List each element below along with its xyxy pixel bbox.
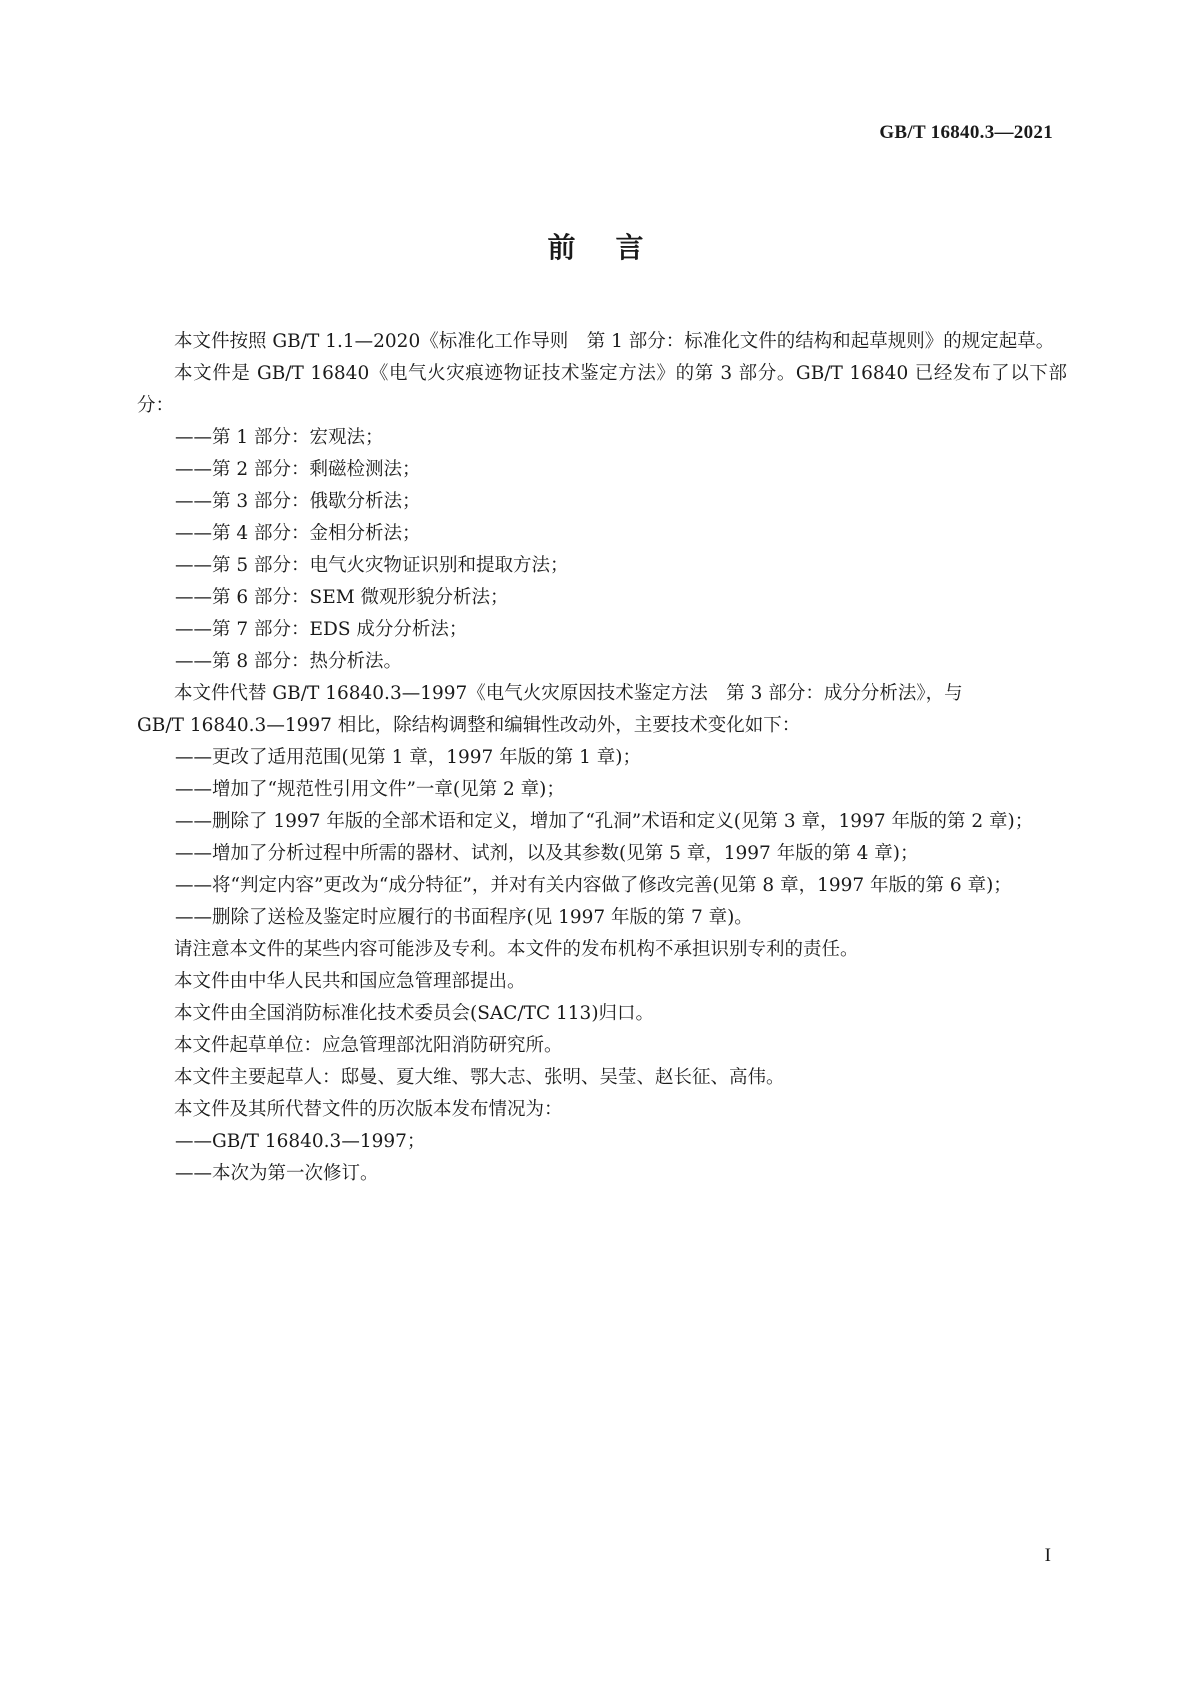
drafting-unit-paragraph: 本文件起草单位：应急管理部沈阳消防研究所。	[174, 1035, 563, 1056]
history-item: ——本次为第一次修订。	[175, 1163, 379, 1184]
replacement-paragraph-line1: 本文件代替 GB/T 16840.3—1997《电气火灾原因技术鉴定方法 第 3 部分：成分分析法》，与	[174, 683, 963, 704]
scope-paragraph: 本文件按照 GB/T 1.1—2020《标准化工作导则 第 1 部分：标准化文件的结构和起草规则》的规定起草。	[174, 331, 1055, 352]
foreword-body	[137, 326, 1067, 1190]
drafters-paragraph: 本文件主要起草人：邸曼、夏大维、鄂大志、张明、吴莹、赵长征、高伟。	[174, 1067, 785, 1088]
proposer-paragraph: 本文件由中华人民共和国应急管理部提出。	[174, 971, 526, 992]
list-item: ——第 8 部分：热分析法。	[175, 651, 403, 672]
list-item: ——第 6 部分：SEM 微观形貌分析法；	[175, 587, 509, 608]
change-item: ——将“判定内容”更改为“成分特征”，并对有关内容做了修改完善(见第 8 章，1997 年版的第 6 章)；	[175, 875, 1012, 896]
change-item: ——删除了送检及鉴定时应履行的书面程序(见 1997 年版的第 7 章)。	[175, 907, 753, 928]
list-item: ——第 2 部分：剩磁检测法；	[175, 459, 421, 480]
history-paragraph: 本文件及其所代替文件的历次版本发布情况为：	[174, 1099, 563, 1120]
page-number: I	[1044, 1545, 1051, 1566]
change-item: ——更改了适用范围(见第 1 章，1997 年版的第 1 章)；	[175, 747, 641, 768]
standard-number: GB/T 16840.3—2021	[879, 122, 1053, 143]
page-title: 前言	[547, 231, 684, 264]
list-item: ——第 5 部分：电气火灾物证识别和提取方法；	[175, 555, 569, 576]
list-item: ——第 3 部分：俄歇分析法；	[175, 491, 421, 512]
list-item: ——第 4 部分：金相分析法；	[175, 523, 421, 544]
list-item: ——第 1 部分：宏观法；	[175, 427, 384, 448]
committee-paragraph: 本文件由全国消防标准化技术委员会(SAC/TC 113)归口。	[174, 1003, 655, 1024]
change-item: ——增加了分析过程中所需的器材、试剂，以及其参数(见第 5 章，1997 年版的第 4 章)；	[175, 843, 919, 864]
series-paragraph: 本文件是 GB/T 16840《电气火灾痕迹物证技术鉴定方法》的第 3 部分。GB/T 16840 已经发布了以下部分：	[137, 363, 1067, 416]
change-item: ——删除了 1997 年版的全部术语和定义，增加了“孔洞”术语和定义(见第 3 章，1997 年版的第 2 章)；	[175, 811, 1034, 832]
history-item: ——GB/T 16840.3—1997；	[175, 1131, 426, 1152]
change-item: ——增加了“规范性引用文件”一章(见第 2 章)；	[175, 779, 565, 800]
list-item: ——第 7 部分：EDS 成分分析法；	[175, 619, 468, 640]
patent-notice: 请注意本文件的某些内容可能涉及专利。本文件的发布机构不承担识别专利的责任。	[174, 939, 859, 960]
replacement-paragraph-line2: GB/T 16840.3—1997 相比，除结构调整和编辑性改动外，主要技术变化如下：	[137, 715, 801, 736]
